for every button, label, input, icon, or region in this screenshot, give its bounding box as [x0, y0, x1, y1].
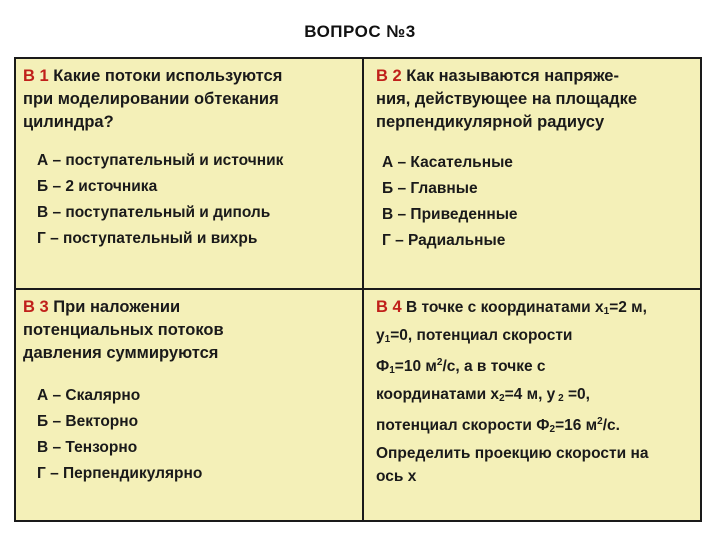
- question-1-text: В 1 Какие потоки используются при моделировании обтекания цилиндра?: [23, 67, 283, 131]
- question-2-number: В 2: [376, 67, 402, 85]
- question-3-number: В 3: [23, 298, 49, 316]
- answer-option: В – поступательный и диполь: [37, 204, 271, 221]
- question-cell-1: [16, 59, 364, 290]
- answer-option: А – Скалярно: [37, 387, 141, 404]
- page-title: ВОПРОС №3: [304, 22, 416, 41]
- question-cell-3: [16, 290, 364, 520]
- answer-option: Г – поступательный и вихрь: [37, 230, 258, 247]
- question-3-answers: [23, 383, 352, 487]
- answer-option: А – поступательный и источник: [37, 152, 284, 169]
- question-1-number: В 1: [23, 67, 49, 85]
- question-3-text: В 3 При наложении потенциальных потоков давления суммируются: [23, 298, 224, 362]
- question-cell-4: [364, 290, 702, 520]
- question-2-answers: [376, 150, 692, 254]
- answer-option: В – Приведенные: [382, 206, 518, 223]
- question-cell-2: [364, 59, 702, 290]
- question-4-number: В 4: [376, 298, 402, 316]
- question-1-answers: [23, 148, 352, 252]
- answer-option: В – Тензорно: [37, 439, 138, 456]
- answer-option: Б – Главные: [382, 180, 478, 197]
- answer-option: Б – Векторно: [37, 413, 139, 430]
- question-4-text: В 4 В точке с координатами $x_1=2$ м, $y_1=0$, потенциал скорости $Ф_1=10$ $м^2/с$, а в точке с координатами $x_2=4$ м, y $_2$ =0, потенциал скорости $Ф_2=16$ $м^2/с$. Определить проекцию скорости на ось x: [376, 298, 649, 485]
- answer-option: Б – 2 источника: [37, 178, 158, 195]
- question-2-text: В 2 Как называются напряже- ния, действующее на площадке перпендикулярной радиусу: [376, 67, 638, 131]
- answer-option: А – Касательные: [382, 154, 513, 171]
- answer-option: Г – Перпендикулярно: [37, 465, 203, 482]
- question-table: [14, 57, 702, 522]
- answer-option: Г – Радиальные: [382, 232, 506, 249]
